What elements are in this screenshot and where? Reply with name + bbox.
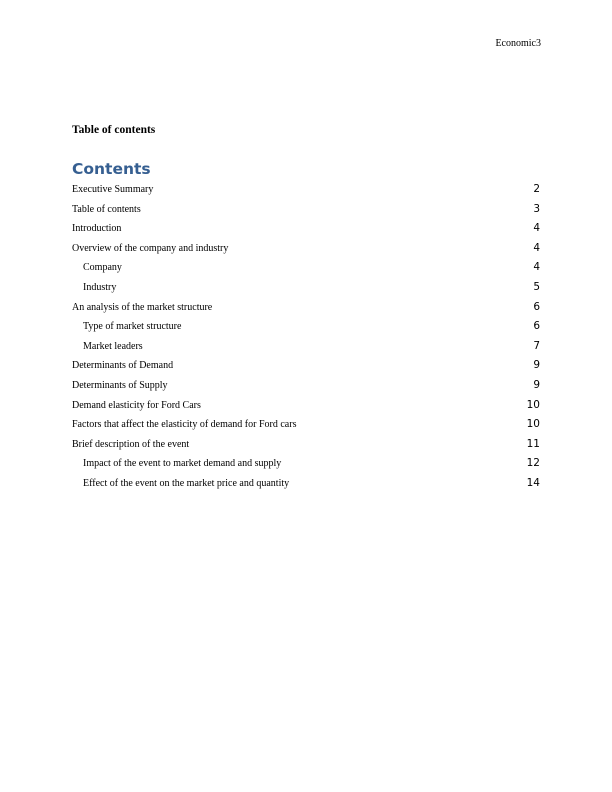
toc-page-number[interactable]: 4 [533, 222, 540, 235]
contents-title: Contents [72, 160, 151, 178]
toc-page-number[interactable]: 5 [533, 280, 540, 293]
toc-entry-title[interactable]: Factors that affect the elasticity of demand for Ford cars [72, 419, 297, 431]
toc-entry[interactable] [72, 203, 540, 223]
toc-entry-title[interactable]: Determinants of Supply [72, 379, 168, 391]
toc-entry[interactable] [72, 340, 540, 360]
toc-entry[interactable] [72, 477, 540, 497]
toc-entry-title[interactable]: Brief description of the event [72, 438, 190, 450]
toc-entry-title[interactable]: An analysis of the market structure [72, 301, 213, 313]
toc-entry[interactable] [72, 418, 540, 438]
toc-entry-title[interactable]: Market leaders [83, 340, 143, 352]
toc-entry-title[interactable]: Type of market structure [83, 321, 182, 333]
toc-entry-title[interactable]: Impact of the event to market demand and supply [83, 458, 282, 470]
toc-entry-title[interactable]: Overview of the company and industry [72, 242, 229, 254]
toc-entry-title[interactable]: Introduction [72, 223, 122, 235]
toc-page-number[interactable]: 10 [526, 418, 540, 431]
toc-entry[interactable] [72, 379, 540, 399]
toc-entry[interactable] [72, 438, 540, 458]
toc-page-number[interactable]: 11 [526, 437, 540, 450]
toc-entry-title[interactable]: Industry [83, 281, 117, 293]
toc-page-number[interactable]: 7 [533, 339, 540, 352]
toc-entry[interactable] [72, 281, 540, 301]
toc-entry[interactable] [72, 183, 540, 203]
toc-entry-title[interactable]: Effect of the event on the market price and quantity [83, 477, 290, 489]
toc-entry-title[interactable]: Determinants of Demand [72, 360, 174, 372]
toc-entry[interactable] [72, 457, 540, 477]
toc-page-number[interactable]: 6 [533, 320, 540, 333]
toc-entry-title[interactable]: Demand elasticity for Ford Cars [72, 399, 201, 411]
toc-entry[interactable] [72, 261, 540, 281]
toc-entry-title[interactable]: Table of contents [72, 203, 141, 215]
toc-page-number[interactable]: 14 [526, 476, 540, 489]
toc-entry[interactable] [72, 242, 540, 262]
toc-page-number[interactable]: 3 [533, 202, 540, 215]
toc-entry[interactable] [72, 222, 540, 242]
toc-page-number[interactable]: 4 [533, 241, 540, 254]
toc-entry[interactable] [72, 359, 540, 379]
toc-page-number[interactable]: 10 [526, 398, 540, 411]
toc-page-number[interactable]: 9 [533, 378, 540, 391]
toc-entry-title[interactable]: Company [83, 262, 122, 274]
table-of-contents [72, 183, 540, 497]
toc-entry[interactable] [72, 320, 540, 340]
toc-page-number[interactable]: 6 [533, 300, 540, 313]
running-header: Economic3 [495, 38, 541, 49]
toc-entry[interactable] [72, 301, 540, 321]
page-heading: Table of contents [72, 124, 156, 136]
toc-page-number[interactable]: 9 [533, 359, 540, 372]
toc-entry[interactable] [72, 399, 540, 419]
toc-page-number[interactable]: 4 [533, 261, 540, 274]
toc-page-number[interactable]: 12 [526, 457, 540, 470]
toc-page-number[interactable]: 2 [533, 183, 540, 195]
toc-entry-title[interactable]: Executive Summary [72, 184, 154, 195]
